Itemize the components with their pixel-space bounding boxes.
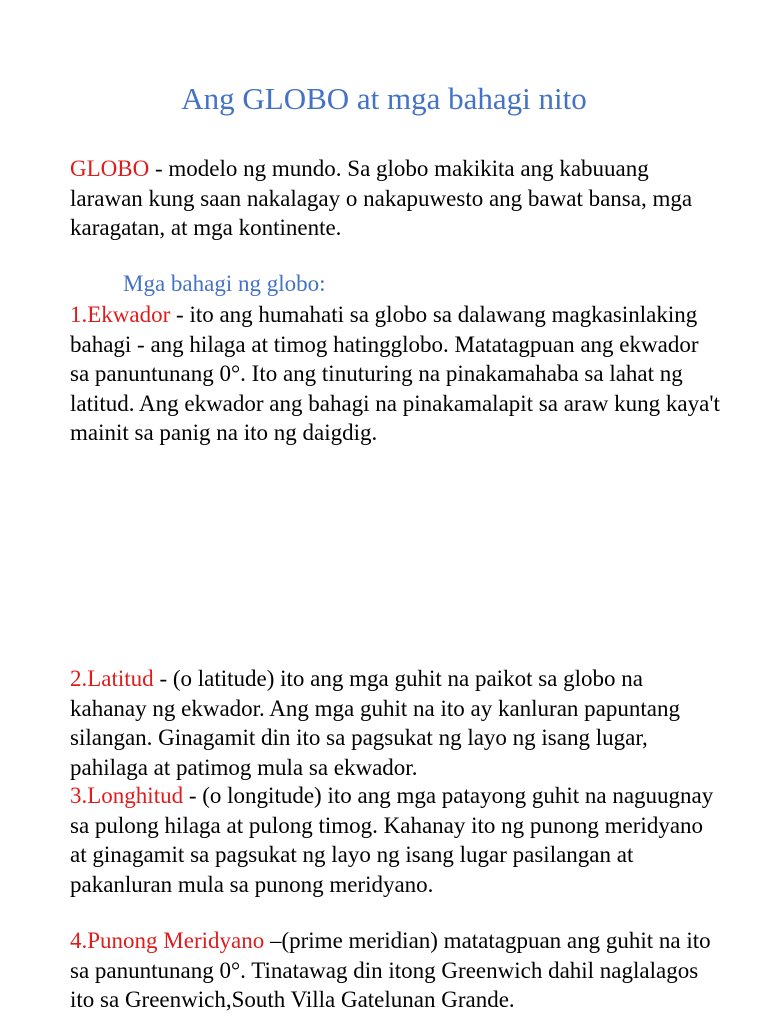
term-longhitud: 3.Longhitud (70, 783, 184, 808)
item-latitud (70, 664, 720, 782)
term-punong-meridyano: 4.Punong Meridyano (70, 928, 265, 953)
term-globo: GLOBO (70, 156, 150, 181)
term-ekwador: 1.Ekwador (70, 302, 171, 327)
latitud-text: - (o latitude) ito ang mga guhit na paikot sa globo na kahanay ng ekwador. Ang mga guhit na ito ay kanluran papuntang silangan. Ginagamit din ito sa pagsukat ng layo ng isang lugar, pahilaga at patimog mula sa ekwador. (70, 666, 680, 780)
longhitud-text: - (o longitude) ito ang mga patayong guhit na naguugnay sa pulong hilaga at pulong timog. Kahanay ito ng punong meridyano at ginagamit sa pagsukat ng layo ng isang lugar pasilangan at pakanluran mula sa punong meridyano. (70, 783, 714, 897)
section-subheading: Mga bahagi ng globo: (123, 271, 326, 296)
ekwador-text: - ito ang humahati sa globo sa dalawang magkasinlaking bahagi - ang hilaga at timog hatingglobo. Matatagpuan ang ekwador sa panuntunang 0°. Ito ang tinuturing na pinakamahaba sa lahat ng latitud. Ang ekwador ang bahagi na pinakamalapit sa araw kung kaya't mainit sa panig na ito ng daigdig. (70, 302, 720, 445)
term-latitud: 2.Latitud (70, 666, 154, 691)
punong-meridyano-text: –(prime meridian) matatagpuan ang guhit na ito sa panuntunang 0°. Tinatawag din itong Greenwich dahil naglalagos ito sa Greenwich,South Villa Gatelunan Grande. (70, 928, 711, 1012)
item-longhitud (70, 781, 720, 899)
item-punong-meridyano (70, 926, 720, 1015)
page-title: Ang GLOBO at mga bahagi nito (181, 81, 587, 116)
globo-text: - modelo ng mundo. Sa globo makikita ang kabuuang larawan kung saan nakalagay o nakapuwesto ang bawat bansa, mga karagatan, at mga kontinente. (70, 156, 693, 240)
globo-definition (70, 154, 720, 243)
item-ekwador (70, 300, 720, 448)
